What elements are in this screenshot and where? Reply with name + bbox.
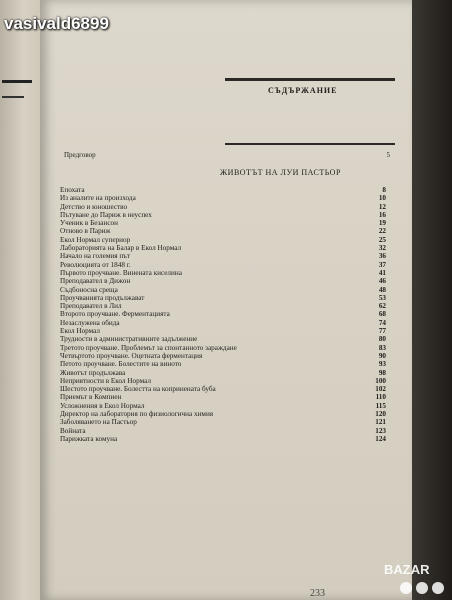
- toc-entry-page: 10: [378, 194, 386, 203]
- page-heading: СЪДЪРЖАНИЕ: [268, 86, 338, 95]
- toc-entry: [60, 369, 386, 377]
- toc-entry-page: 93: [378, 360, 386, 369]
- toc-entry-page: 123: [375, 426, 386, 435]
- toc-entry: [60, 227, 386, 235]
- bazar-logo-icon: [382, 560, 448, 596]
- toc-entry-title: Войната: [60, 426, 86, 435]
- toc-entry: [60, 418, 386, 426]
- toc-entry: [60, 402, 386, 410]
- toc-entry-page: 36: [378, 252, 386, 261]
- heading-bottom-rule: [225, 143, 395, 145]
- left-page-text-mark: [2, 96, 24, 98]
- heading-top-rule: [225, 78, 395, 81]
- toc-entry-title: Пътуване до Париж в неуспех: [60, 210, 152, 219]
- toc-entry-title: Животът продължава: [60, 368, 126, 377]
- toc-entry-title: Екол Нормал: [60, 327, 101, 336]
- part-title: ЖИВОТЪТ НА ЛУИ ПАСТЬОР: [220, 168, 341, 177]
- seller-watermark: vasivald6899: [4, 14, 109, 33]
- toc-entry: [60, 310, 386, 318]
- background-edge: [412, 0, 452, 600]
- toc-entry: [60, 286, 386, 294]
- toc-entry-title: Третото проучване. Проблемът за спонтанното зараждане: [60, 343, 237, 352]
- toc-entry: [60, 236, 386, 244]
- toc-entry-page: 102: [375, 385, 386, 394]
- toc-entry-page: 48: [378, 285, 386, 294]
- toc-entry-title: Епохата: [60, 186, 85, 194]
- toc-entry-title: Из аналите на произхода: [60, 194, 136, 203]
- toc-entry-page: 25: [378, 235, 386, 244]
- toc-entry-page: 8: [382, 186, 386, 194]
- toc-entry-title: Начало на големия път: [60, 252, 131, 261]
- toc-entry-page: 41: [378, 268, 386, 277]
- toc-entry: [60, 427, 386, 435]
- toc-entry: [60, 352, 386, 360]
- toc-entry-page: 22: [378, 227, 386, 236]
- toc-list: [60, 186, 386, 443]
- toc-entry: [60, 194, 386, 202]
- toc-entry-page: 83: [378, 343, 386, 352]
- toc-entry: [60, 244, 386, 252]
- toc-entry-title: Шестото проучване. Болестта на копринената буба: [60, 385, 216, 394]
- toc-entry: [60, 203, 386, 211]
- toc-entry-page: 46: [378, 277, 386, 286]
- toc-entry-title: Предговор: [64, 151, 96, 159]
- toc-entry-title: Отново в Париж: [60, 227, 111, 236]
- toc-entry: [60, 252, 386, 260]
- toc-entry-page: 12: [378, 202, 386, 211]
- toc-entry: [60, 360, 386, 368]
- toc-entry-page: 16: [378, 210, 386, 219]
- toc-entry-title: Трудности в административните задължение: [60, 335, 198, 344]
- toc-entry: [60, 385, 386, 393]
- toc-entry-title: Преподавател в Лил: [60, 302, 122, 311]
- toc-entry: [60, 393, 386, 401]
- toc-entry-page: 110: [375, 393, 386, 402]
- toc-entry: [60, 219, 386, 227]
- toc-entry-title: Незаслужена обида: [60, 318, 120, 327]
- toc-entry-page: 74: [378, 318, 386, 327]
- toc-entry: [60, 344, 386, 352]
- toc-entry-title: Петото проучване. Болестите на виното: [60, 360, 182, 369]
- toc-entry-title: Преподавател в Дижон: [60, 277, 131, 286]
- toc-entry-page: 100: [375, 376, 386, 385]
- toc-entry: [60, 294, 386, 302]
- toc-entry-page: 32: [378, 244, 386, 253]
- toc-entry: [60, 335, 386, 343]
- toc-entry: [60, 277, 386, 285]
- toc-entry: [60, 435, 386, 443]
- toc-entry-title: Ученик в Безансон: [60, 219, 118, 228]
- toc-entry-page: 37: [378, 260, 386, 269]
- toc-entry-title: Екол Нормал супериор: [60, 235, 131, 244]
- toc-entry-title: Революцията от 1848 г.: [60, 260, 131, 269]
- page-number: 233: [310, 588, 325, 599]
- toc-entry-page: 62: [378, 302, 386, 311]
- toc-entry-page: 5: [386, 151, 390, 159]
- toc-entry: [60, 269, 386, 277]
- toc-entry-page: 80: [378, 335, 386, 344]
- toc-entry-title: Първото проучване. Винената киселина: [60, 268, 182, 277]
- toc-entry-page: 68: [378, 310, 386, 319]
- logo-text: BAZAR: [384, 562, 430, 577]
- toc-entry-title: Приемът в Компиен: [60, 393, 122, 402]
- toc-entry-title: Неприятности в Екол Нормал: [60, 376, 151, 385]
- left-page-edge: [0, 0, 40, 600]
- toc-entry-title: Заболяването на Пастьор: [60, 418, 137, 427]
- toc-entry-page: 53: [378, 293, 386, 302]
- toc-entry-title: Детство и юношество: [60, 202, 128, 211]
- toc-entry: [60, 410, 386, 418]
- toc-entry-page: 115: [375, 401, 386, 410]
- toc-entry-page: 19: [378, 219, 386, 228]
- left-page-text-mark: [2, 80, 32, 83]
- toc-entry: [60, 211, 386, 219]
- toc-entry-page: 121: [375, 418, 386, 427]
- toc-entry-page: 98: [378, 368, 386, 377]
- toc-entry: [60, 327, 386, 335]
- toc-entry-title: Директор на лаборатория по физиологична химия: [60, 410, 214, 419]
- toc-entry-page: 77: [378, 327, 386, 336]
- toc-entry-page: 120: [375, 410, 386, 419]
- toc-entry: [60, 377, 386, 385]
- toc-preface-row: [64, 151, 390, 159]
- toc-entry-title: Лабораторията на Балар в Екол Нормал: [60, 244, 182, 253]
- toc-entry-title: Съдбоносна среща: [60, 285, 118, 294]
- toc-entry: [60, 319, 386, 327]
- toc-entry: [60, 186, 386, 194]
- toc-entry: [60, 302, 386, 310]
- toc-entry-title: Усложнения в Екол Нормал: [60, 401, 145, 410]
- toc-entry: [60, 261, 386, 269]
- toc-entry-page: 124: [375, 434, 386, 443]
- toc-entry-title: Четвъртото проучване. Оцетната ферментация: [60, 351, 203, 360]
- toc-entry-title: Парижката комуна: [60, 434, 118, 443]
- book-page: [40, 0, 412, 600]
- toc-entry-page: 90: [378, 351, 386, 360]
- toc-entry-title: Второто проучване. Ферментацията: [60, 310, 170, 319]
- toc-entry-title: Проучванията продължават: [60, 293, 145, 302]
